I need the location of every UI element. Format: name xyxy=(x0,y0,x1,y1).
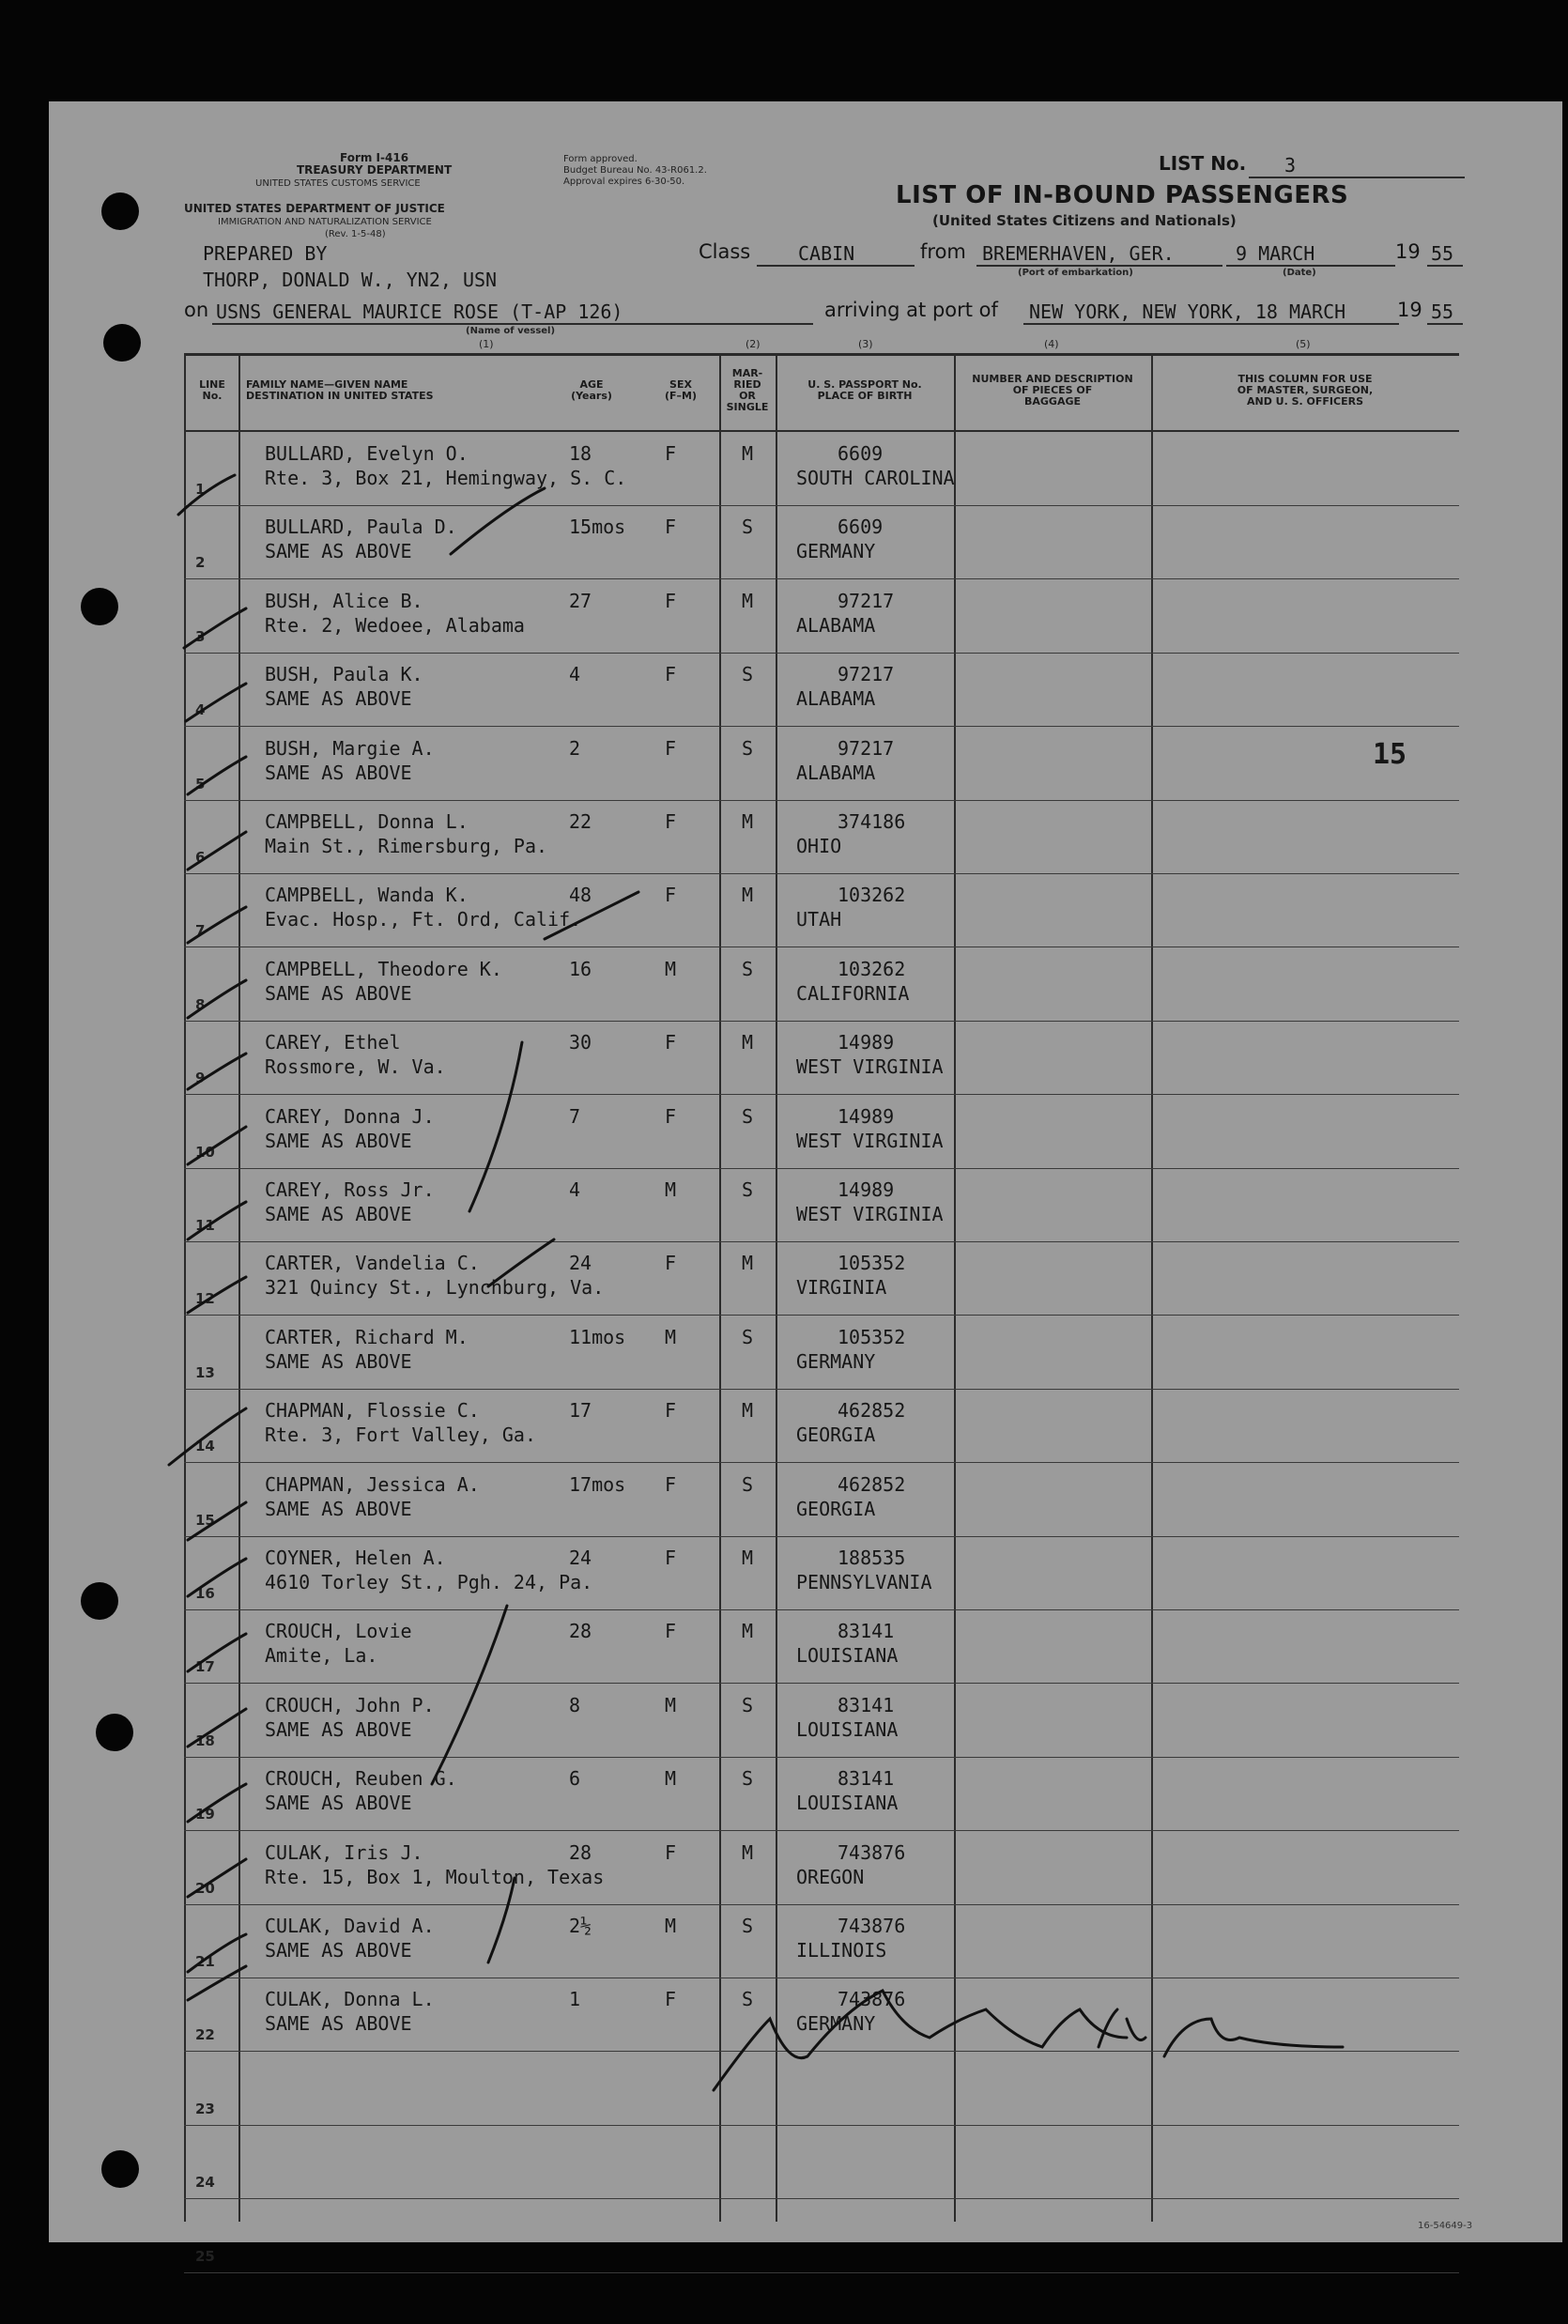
place-of-birth: UTAH xyxy=(796,908,842,931)
passenger-age: 17 xyxy=(569,1399,592,1422)
passport-number: 374186 xyxy=(838,810,906,833)
place-of-birth: OREGON xyxy=(796,1866,865,1888)
passenger-name: CROUCH, John P. xyxy=(265,1694,435,1716)
passenger-sex: F xyxy=(665,737,677,760)
passenger-age: 28 xyxy=(569,1620,592,1642)
passenger-marital-status: M xyxy=(742,1547,754,1569)
check-mark xyxy=(188,1934,246,1972)
passenger-sex: F xyxy=(665,1252,677,1274)
check-mark xyxy=(188,1784,246,1822)
header-passport: U. S. PASSPORT No. PLACE OF BIRTH xyxy=(807,378,922,402)
passport-number: 462852 xyxy=(838,1473,906,1496)
header-sex: SEX (F–M) xyxy=(664,378,697,402)
col-num-5: (5) xyxy=(1296,338,1311,350)
passenger-destination: Rte. 2, Wedoee, Alabama xyxy=(265,614,525,637)
header-officers: THIS COLUMN FOR USE OF MASTER, SURGEON, AND U. S. OFFICERS xyxy=(1237,373,1374,408)
passenger-marital-status: M xyxy=(742,1620,754,1642)
passenger-marital-status: S xyxy=(742,1767,754,1790)
passenger-destination: SAME AS ABOVE xyxy=(265,687,412,710)
place-of-birth: PENNSYLVANIA xyxy=(796,1571,932,1593)
check-mark xyxy=(488,1878,515,1962)
line-number: 10 xyxy=(195,1144,215,1161)
arriving-label: arriving at port of xyxy=(824,299,998,321)
passenger-name: CHAPMAN, Flossie C. xyxy=(265,1399,480,1422)
passenger-sex: F xyxy=(665,1547,677,1569)
header-baggage: NUMBER AND DESCRIPTION OF PIECES OF BAGGAGE xyxy=(972,373,1133,408)
passenger-age: 7 xyxy=(569,1105,581,1128)
budget-bureau: Budget Bureau No. 43-R061.2. xyxy=(563,165,707,176)
passenger-name: CAMPBELL, Theodore K. xyxy=(265,958,502,980)
passenger-destination: SAME AS ABOVE xyxy=(265,1939,412,1962)
vessel-name: USNS GENERAL MAURICE ROSE (T-AP 126) xyxy=(216,300,623,323)
place-of-birth: CALIFORNIA xyxy=(796,982,910,1005)
place-of-birth: ALABAMA xyxy=(796,687,876,710)
passenger-marital-status: M xyxy=(742,810,754,833)
passport-number: 105352 xyxy=(838,1252,906,1274)
passport-number: 83141 xyxy=(838,1620,895,1642)
passenger-marital-status: M xyxy=(742,442,754,465)
passenger-age: 18 xyxy=(569,442,592,465)
passport-number: 103262 xyxy=(838,884,906,906)
passenger-sex: M xyxy=(665,958,677,980)
place-of-birth: ILLINOIS xyxy=(796,1939,887,1962)
passport-number: 188535 xyxy=(838,1547,906,1569)
check-mark xyxy=(178,475,235,515)
passport-number: 83141 xyxy=(838,1694,895,1716)
passenger-name: CULAK, Iris J. xyxy=(265,1841,423,1864)
line-number: 18 xyxy=(195,1732,215,1749)
check-mark xyxy=(188,1966,246,2000)
customs-service: UNITED STATES CUSTOMS SERVICE xyxy=(255,178,421,189)
line-number: 7 xyxy=(195,922,206,939)
check-mark xyxy=(188,1709,246,1747)
passenger-name: CULAK, Donna L. xyxy=(265,1988,435,2010)
passenger-sex: F xyxy=(665,1399,677,1422)
line-number: 1 xyxy=(195,481,206,498)
passenger-sex: F xyxy=(665,442,677,465)
date-caption: (Date) xyxy=(1283,268,1316,278)
passenger-marital-status: S xyxy=(742,958,754,980)
line-number: 16 xyxy=(195,1585,215,1602)
form-revision: (Rev. 1-5-48) xyxy=(325,229,386,239)
passenger-name: CAREY, Ross Jr. xyxy=(265,1178,435,1201)
passenger-sex: F xyxy=(665,1031,677,1054)
check-mark xyxy=(188,1559,246,1596)
passenger-destination: SAME AS ABOVE xyxy=(265,1350,412,1373)
check-mark xyxy=(188,1054,246,1089)
passenger-marital-status: S xyxy=(742,516,754,538)
check-mark xyxy=(545,892,638,939)
passport-number: 6609 xyxy=(838,516,884,538)
form-number: Form I-416 xyxy=(340,151,409,164)
place-of-birth: GEORGIA xyxy=(796,1424,876,1446)
place-of-birth: OHIO xyxy=(796,835,842,857)
passenger-sex: F xyxy=(665,884,677,906)
place-of-birth: ALABAMA xyxy=(796,762,876,784)
passenger-marital-status: M xyxy=(742,1841,754,1864)
passenger-destination: SAME AS ABOVE xyxy=(265,1498,412,1520)
passenger-marital-status: M xyxy=(742,590,754,612)
arrival-port-date: NEW YORK, NEW YORK, 18 MARCH xyxy=(1029,300,1346,323)
passenger-sex: F xyxy=(665,1105,677,1128)
form-approved: Form approved. xyxy=(563,154,638,164)
line-number: 13 xyxy=(195,1364,215,1381)
passenger-name: CARTER, Vandelia C. xyxy=(265,1252,480,1274)
footer-code: 16-54649-3 xyxy=(1418,2221,1473,2231)
passenger-destination: 4610 Torley St., Pgh. 24, Pa. xyxy=(265,1571,593,1593)
check-mark xyxy=(188,1127,246,1164)
passenger-sex: F xyxy=(665,810,677,833)
check-mark xyxy=(188,1634,246,1671)
embarkation-date: 9 MARCH xyxy=(1236,242,1315,265)
passenger-age: 6 xyxy=(569,1767,581,1790)
col-num-1: (1) xyxy=(479,338,494,350)
passport-number: 6609 xyxy=(838,442,884,465)
passenger-age: 4 xyxy=(569,1178,581,1201)
class-label: Class xyxy=(699,240,751,263)
passenger-age: 30 xyxy=(569,1031,592,1054)
passenger-destination: SAME AS ABOVE xyxy=(265,982,412,1005)
passport-number: 14989 xyxy=(838,1105,895,1128)
place-of-birth: LOUISIANA xyxy=(796,1718,899,1741)
place-of-birth: WEST VIRGINIA xyxy=(796,1203,944,1225)
passenger-destination: Rte. 3, Box 21, Hemingway, S. C. xyxy=(265,467,627,489)
page-subtitle: (United States Citizens and Nationals) xyxy=(932,212,1237,229)
check-mark xyxy=(188,1859,246,1897)
passport-number: 97217 xyxy=(838,663,895,685)
check-mark xyxy=(186,684,246,721)
passenger-name: COYNER, Helen A. xyxy=(265,1547,446,1569)
header-name: FAMILY NAME—GIVEN NAME DESTINATION IN UNITED STATES xyxy=(246,378,434,402)
line-number: 6 xyxy=(195,849,206,866)
line-number: 21 xyxy=(195,1953,215,1970)
check-mark xyxy=(188,907,246,943)
passenger-destination: SAME AS ABOVE xyxy=(265,1792,412,1814)
passenger-age: 24 xyxy=(569,1252,592,1274)
line-number: 3 xyxy=(195,628,206,645)
col-num-4: (4) xyxy=(1044,338,1059,350)
passenger-name: CAMPBELL, Donna L. xyxy=(265,810,469,833)
on-label: on xyxy=(184,299,209,321)
passenger-name: CROUCH, Reuben G. xyxy=(265,1767,457,1790)
passenger-destination: SAME AS ABOVE xyxy=(265,1203,412,1225)
passenger-destination: Rte. 3, Fort Valley, Ga. xyxy=(265,1424,536,1446)
port-of-embarkation: BREMERHAVEN, GER. xyxy=(982,242,1175,265)
passenger-destination: 321 Quincy St., Lynchburg, Va. xyxy=(265,1276,605,1299)
place-of-birth: LOUISIANA xyxy=(796,1644,899,1667)
passenger-age: 48 xyxy=(569,884,592,906)
passenger-age: 8 xyxy=(569,1694,581,1716)
passenger-age: 16 xyxy=(569,958,592,980)
line-number: 19 xyxy=(195,1806,215,1823)
passport-number: 14989 xyxy=(838,1031,895,1054)
passenger-sex: F xyxy=(665,663,677,685)
place-of-birth: ALABAMA xyxy=(796,614,876,637)
place-of-birth: GEORGIA xyxy=(796,1498,876,1520)
line-number: 2 xyxy=(195,554,206,571)
place-of-birth: LOUISIANA xyxy=(796,1792,899,1814)
check-mark xyxy=(432,1606,507,1784)
passport-number: 97217 xyxy=(838,737,895,760)
passenger-name: CAMPBELL, Wanda K. xyxy=(265,884,469,906)
passenger-destination: SAME AS ABOVE xyxy=(265,2012,412,2035)
passenger-destination: SAME AS ABOVE xyxy=(265,1130,412,1152)
line-number: 8 xyxy=(195,996,206,1013)
passenger-age: 27 xyxy=(569,590,592,612)
port-caption: (Port of embarkation) xyxy=(1018,268,1133,278)
department-of-justice: UNITED STATES DEPARTMENT OF JUSTICE xyxy=(184,202,445,215)
passenger-destination: Evac. Hosp., Ft. Ord, Calif. xyxy=(265,908,582,931)
passenger-age: 28 xyxy=(569,1841,592,1864)
check-mark xyxy=(188,980,246,1018)
passport-number: 743876 xyxy=(838,1841,906,1864)
year-prefix: 19 xyxy=(1395,240,1421,263)
line-number: 25 xyxy=(195,2248,215,2265)
prepared-by-label: PREPARED BY xyxy=(203,242,328,265)
passenger-sex: F xyxy=(665,1620,677,1642)
passenger-name: CULAK, David A. xyxy=(265,1915,435,1937)
passenger-age: 2½ xyxy=(569,1915,592,1937)
approval-expires: Approval expires 6-30-50. xyxy=(563,177,685,187)
passenger-destination: Main St., Rimersburg, Pa. xyxy=(265,835,548,857)
place-of-birth: GERMANY xyxy=(796,2012,876,2035)
place-of-birth: WEST VIRGINIA xyxy=(796,1130,944,1152)
passport-number: 97217 xyxy=(838,590,895,612)
passenger-age: 11mos xyxy=(569,1326,626,1348)
check-mark xyxy=(188,832,246,870)
arrival-year-prefix: 19 xyxy=(1397,299,1422,321)
passenger-name: CAREY, Ethel xyxy=(265,1031,401,1054)
line-number: 12 xyxy=(195,1290,215,1307)
passenger-sex: F xyxy=(665,1473,677,1496)
line-number: 11 xyxy=(195,1217,215,1234)
passport-number: 462852 xyxy=(838,1399,906,1422)
prepared-by: THORP, DONALD W., YN2, USN xyxy=(203,269,498,291)
passenger-marital-status: M xyxy=(742,884,754,906)
col-num-2: (2) xyxy=(746,338,761,350)
check-mark xyxy=(469,1042,522,1211)
passenger-marital-status: S xyxy=(742,663,754,685)
line-number: 20 xyxy=(195,1880,215,1897)
embarkation-year: 55 xyxy=(1431,242,1454,265)
arrival-year: 55 xyxy=(1431,300,1454,323)
header-line-no: LINE No. xyxy=(199,378,225,402)
passenger-marital-status: S xyxy=(742,1105,754,1128)
passenger-name: BULLARD, Paula D. xyxy=(265,516,457,538)
passenger-destination: Amite, La. xyxy=(265,1644,378,1667)
passport-number: 743876 xyxy=(838,1988,906,2010)
passenger-destination: Rossmore, W. Va. xyxy=(265,1055,446,1078)
passenger-age: 22 xyxy=(569,810,592,833)
passenger-marital-status: S xyxy=(742,1473,754,1496)
passenger-sex: M xyxy=(665,1767,677,1790)
passenger-marital-status: S xyxy=(742,737,754,760)
passenger-sex: F xyxy=(665,1841,677,1864)
place-of-birth: WEST VIRGINIA xyxy=(796,1055,944,1078)
treasury-department: TREASURY DEPARTMENT xyxy=(297,163,453,177)
passenger-age: 15mos xyxy=(569,516,626,538)
line-number: 14 xyxy=(195,1438,215,1454)
passenger-marital-status: S xyxy=(742,1178,754,1201)
line-number: 4 xyxy=(195,701,206,718)
passport-number: 105352 xyxy=(838,1326,906,1348)
passport-number: 743876 xyxy=(838,1915,906,1937)
passport-number: 103262 xyxy=(838,958,906,980)
passenger-marital-status: S xyxy=(742,1694,754,1716)
list-number-label: LIST No. xyxy=(1159,152,1247,175)
header-married: MAR- RIED OR SINGLE xyxy=(726,367,769,413)
passenger-sex: M xyxy=(665,1326,677,1348)
class-value: CABIN xyxy=(798,242,855,265)
passenger-marital-status: S xyxy=(742,1988,754,2010)
line-number: 5 xyxy=(195,776,206,793)
list-number: 3 xyxy=(1284,154,1297,177)
stray-mark: 15 xyxy=(1373,738,1407,771)
passenger-name: BUSH, Paula K. xyxy=(265,663,423,685)
place-of-birth: SOUTH CAROLINA xyxy=(796,467,955,489)
place-of-birth: VIRGINIA xyxy=(796,1276,887,1299)
col-num-3: (3) xyxy=(858,338,873,350)
passenger-marital-status: S xyxy=(742,1915,754,1937)
check-mark xyxy=(488,1239,554,1286)
passenger-sex: F xyxy=(665,516,677,538)
check-mark xyxy=(451,488,545,554)
place-of-birth: GERMANY xyxy=(796,540,876,562)
passenger-destination: Rte. 15, Box 1, Moulton, Texas xyxy=(265,1866,605,1888)
check-mark xyxy=(188,757,246,794)
place-of-birth: GERMANY xyxy=(796,1350,876,1373)
passenger-age: 4 xyxy=(569,663,581,685)
passenger-name: CROUCH, Lovie xyxy=(265,1620,412,1642)
passenger-marital-status: M xyxy=(742,1399,754,1422)
check-mark xyxy=(169,1408,246,1465)
from-label: from xyxy=(920,240,966,263)
passenger-destination: SAME AS ABOVE xyxy=(265,1718,412,1741)
passenger-sex: F xyxy=(665,1988,677,2010)
passenger-age: 1 xyxy=(569,1988,581,2010)
passport-number: 14989 xyxy=(838,1178,895,1201)
passenger-name: BUSH, Alice B. xyxy=(265,590,423,612)
passenger-name: CHAPMAN, Jessica A. xyxy=(265,1473,480,1496)
passenger-sex: F xyxy=(665,590,677,612)
line-number: 23 xyxy=(195,2101,215,2117)
line-number: 22 xyxy=(195,2026,215,2043)
check-mark xyxy=(184,608,246,648)
line-number: 24 xyxy=(195,2174,215,2191)
passenger-sex: M xyxy=(665,1694,677,1716)
page-title: LIST OF IN-BOUND PASSENGERS xyxy=(896,181,1349,209)
line-number: 15 xyxy=(195,1512,215,1529)
passenger-name: BUSH, Margie A. xyxy=(265,737,435,760)
passenger-sex: M xyxy=(665,1915,677,1937)
passenger-marital-status: S xyxy=(742,1326,754,1348)
passenger-destination: SAME AS ABOVE xyxy=(265,540,412,562)
passenger-marital-status: M xyxy=(742,1252,754,1274)
check-mark xyxy=(188,1502,246,1540)
signature xyxy=(1099,2009,1343,2056)
passenger-sex: M xyxy=(665,1178,677,1201)
passenger-destination: SAME AS ABOVE xyxy=(265,762,412,784)
check-mark xyxy=(188,1277,246,1313)
passenger-name: CARTER, Richard M. xyxy=(265,1326,469,1348)
passport-number: 83141 xyxy=(838,1767,895,1790)
line-number: 17 xyxy=(195,1658,215,1675)
signature xyxy=(714,1991,1127,2090)
passenger-name: BULLARD, Evelyn O. xyxy=(265,442,469,465)
check-mark xyxy=(188,1202,246,1239)
passenger-name: CAREY, Donna J. xyxy=(265,1105,435,1128)
passenger-age: 24 xyxy=(569,1547,592,1569)
passenger-marital-status: M xyxy=(742,1031,754,1054)
ins-service: IMMIGRATION AND NATURALIZATION SERVICE xyxy=(218,217,432,227)
vessel-caption: (Name of vessel) xyxy=(466,326,556,336)
line-number: 9 xyxy=(195,1070,206,1086)
header-age: AGE (Years) xyxy=(571,378,612,402)
passenger-age: 2 xyxy=(569,737,581,760)
passenger-age: 17mos xyxy=(569,1473,626,1496)
